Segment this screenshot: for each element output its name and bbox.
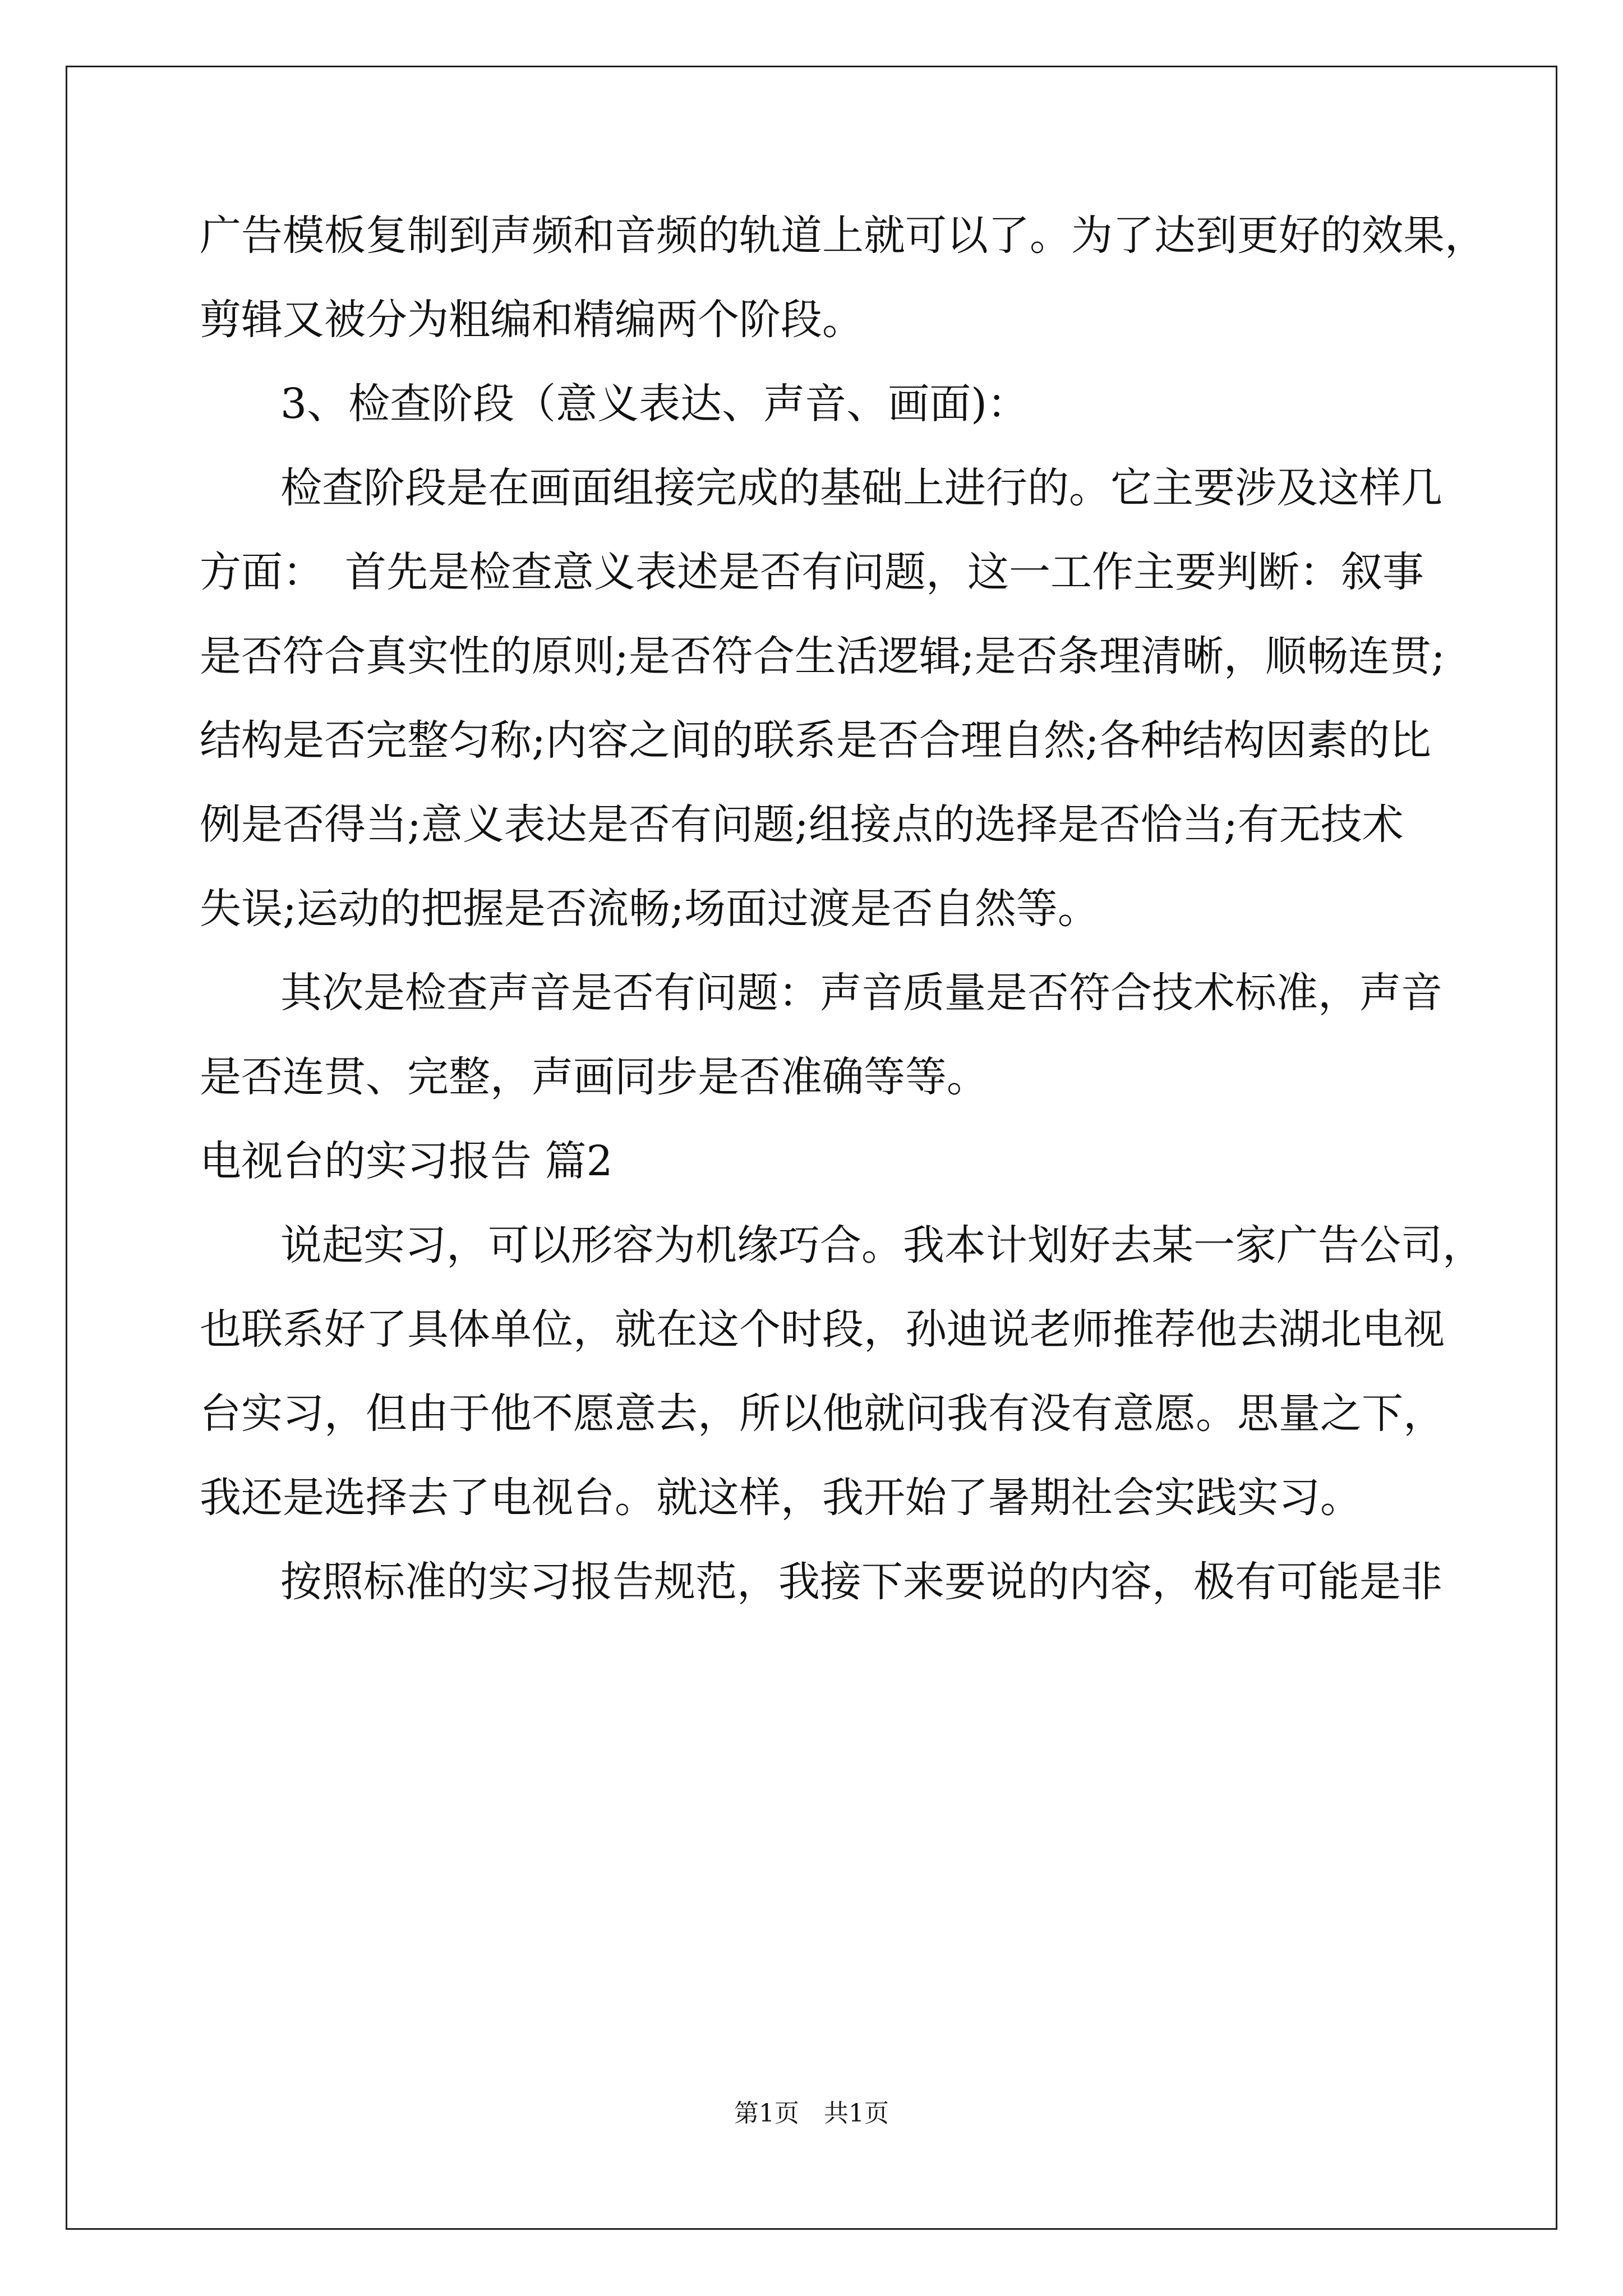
- paragraph-line: 广告模板复制到声频和音频的轨道上就可以了。为了达到更好的效果，: [200, 211, 1486, 260]
- report-title: 电视台的实习报告 篇2: [200, 1137, 613, 1185]
- paragraph-line: 我还是选择去了电视台。就这样，我开始了暑期社会实践实习。: [200, 1474, 1362, 1522]
- paragraph-line: 也联系好了具体单位，就在这个时段，孙迪说老师推荐他去湖北电视: [200, 1305, 1445, 1354]
- paragraph-line: 方面： 首先是检查意义表述是否有问题，这一工作主要判断：叙事: [200, 548, 1424, 596]
- paragraph-line: 台实习，但由于他不愿意去，所以他就问我有没有意愿。思量之下，: [200, 1389, 1445, 1438]
- paragraph-line: 检查阶段是在画面组接完成的基础上进行的。它主要涉及这样几: [280, 464, 1442, 512]
- paragraph-line: 其次是检查声音是否有问题：声音质量是否符合技术标准，声音: [280, 969, 1442, 1017]
- paragraph-line: 是否连贯、完整，声画同步是否准确等等。: [200, 1053, 988, 1101]
- paragraph-line: 失误;运动的把握是否流畅;场面过渡是否自然等。: [200, 885, 1099, 933]
- paragraph-line: 例是否得当;意义表达是否有问题;组接点的选择是否恰当;有无技术: [200, 800, 1404, 849]
- paragraph-line: 剪辑又被分为粗编和精编两个阶段。: [200, 296, 864, 344]
- page-footer: 第1页 共1页: [734, 2099, 889, 2128]
- section-heading: 3、检查阶段（意义表达、声音、画面)：: [280, 380, 1029, 428]
- paragraph-line: 按照标准的实习报告规范，我接下来要说的内容，极有可能是非: [280, 1558, 1442, 1606]
- paragraph-line: 结构是否完整匀称;内容之间的联系是否合理自然;各种结构因素的比: [200, 716, 1431, 765]
- paragraph-line: 说起实习，可以形容为机缘巧合。我本计划好去某一家广告公司，: [280, 1221, 1484, 1269]
- paragraph-line: 是否符合真实性的原则;是否符合生活逻辑;是否条理清晰，顺畅连贯;: [200, 632, 1445, 680]
